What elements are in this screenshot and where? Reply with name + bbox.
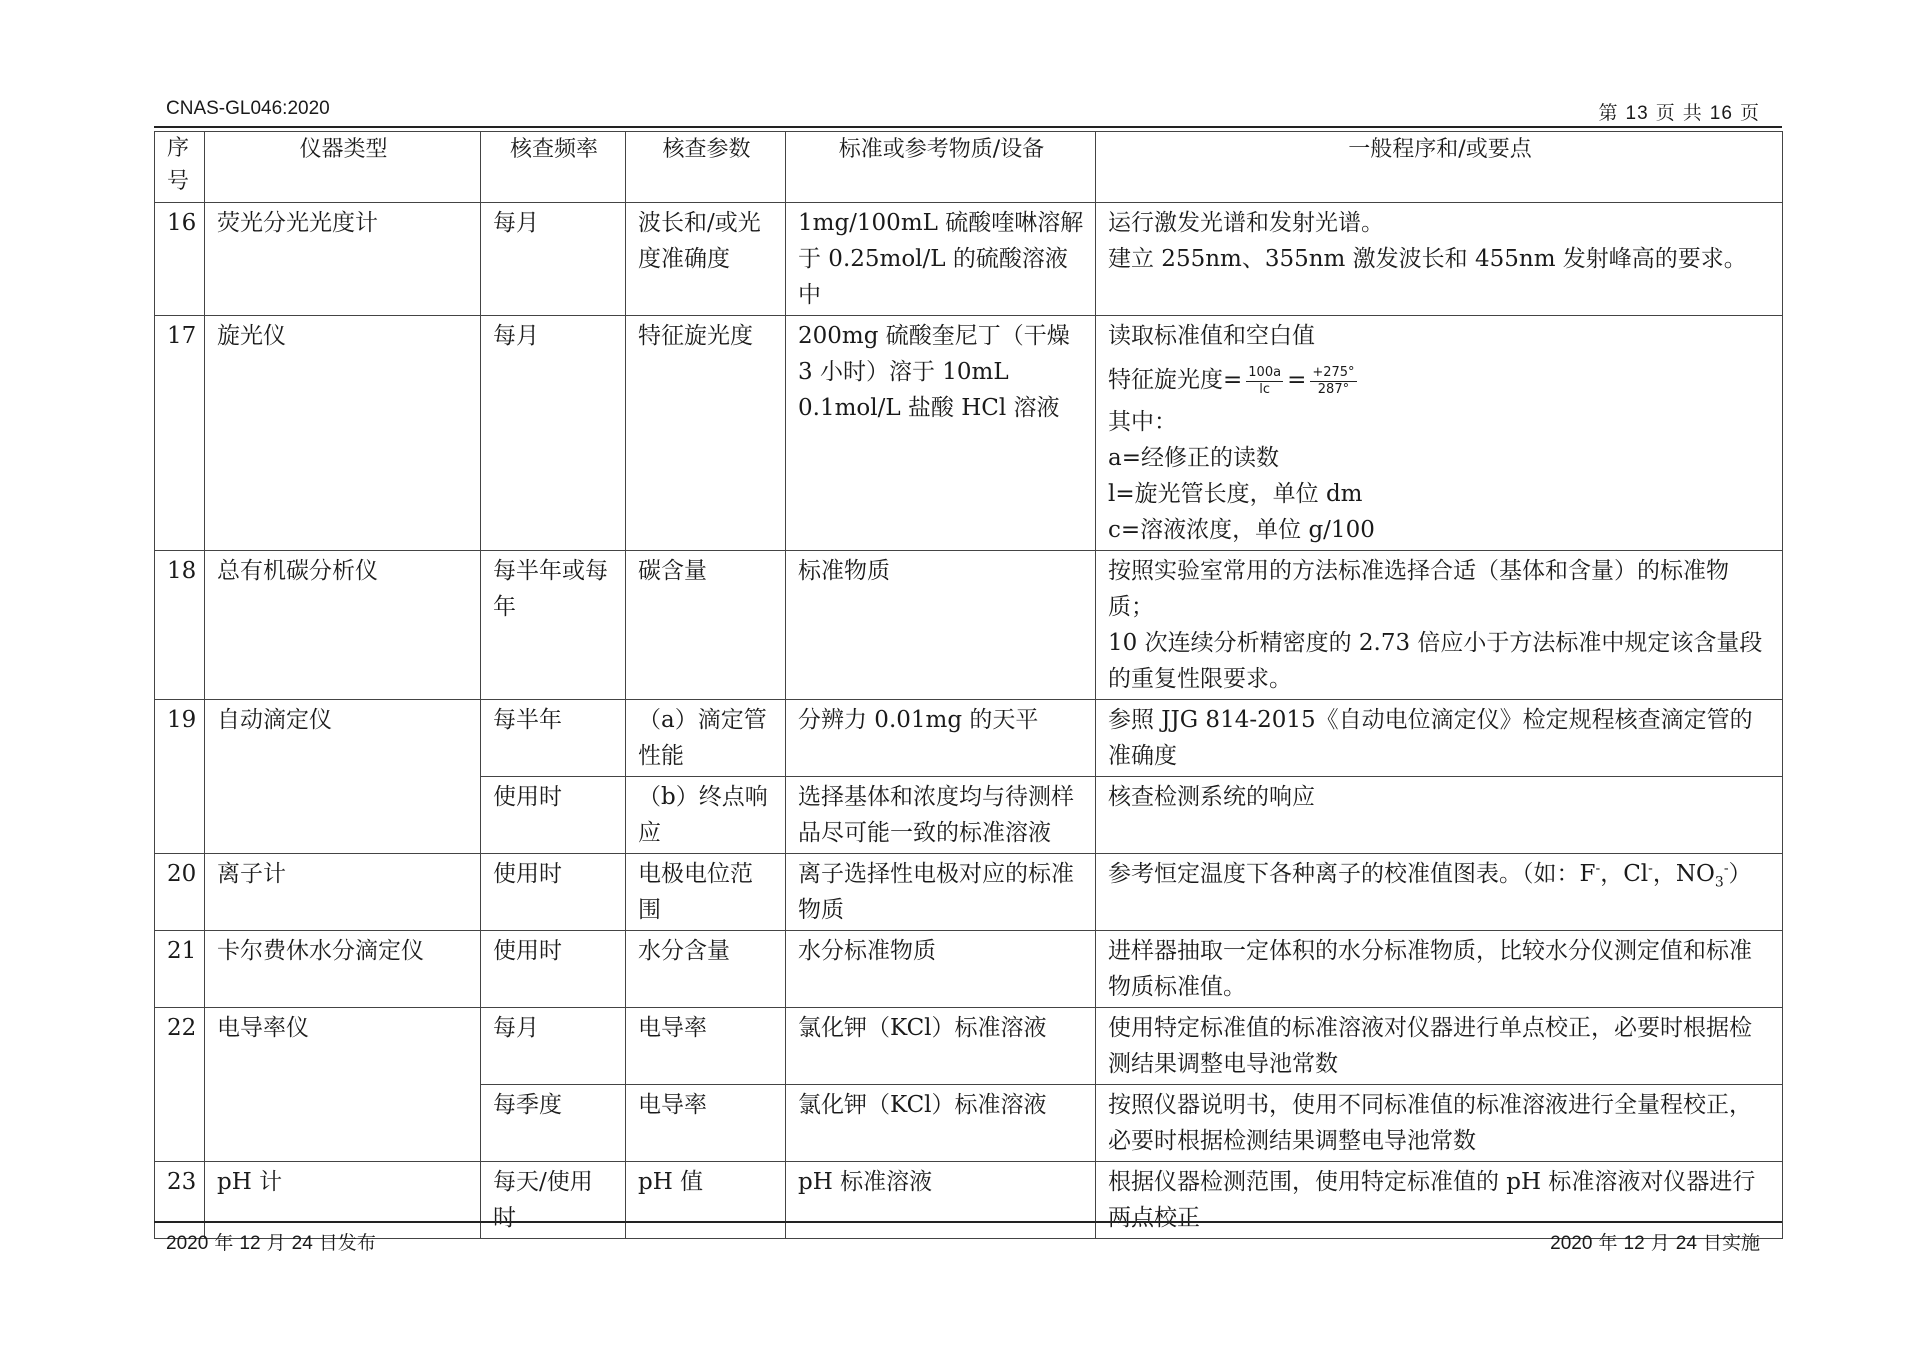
row-instrument: pH 计 (205, 1162, 481, 1239)
row-procedure: 按照实验室常用的方法标准选择合适（基体和含量）的标准物质； 10 次连续分析精密度的 2.73 倍应小于方法标准中规定该含量段的重复性限要求。 (1096, 551, 1783, 700)
row-procedure: 参照 JJG 814-2015《自动电位滴定仪》检定规程核查滴定管的准确度 (1096, 700, 1783, 777)
row-procedure: 根据仪器检测范围，使用特定标准值的 pH 标准溶液对仪器进行两点校正 (1096, 1162, 1783, 1239)
row-standard: 离子选择性电极对应的标准物质 (786, 854, 1096, 931)
row-instrument: 卡尔费休水分滴定仪 (205, 931, 481, 1008)
row-parameter: 波长和/或光度准确度 (626, 203, 786, 316)
row-parameter: 电极电位范围 (626, 854, 786, 931)
table-row (155, 1008, 1783, 1085)
col-header-instrument: 仪器类型 (205, 132, 481, 203)
optical-rotation-formula: 特征旋光度= $\frac{100a}{lc}$ = $\frac{+275^\circ}{287^\circ}$ (1108, 364, 1355, 397)
row-procedure: 读取标准值和空白值 特征旋光度= $\frac{100a}{lc}$ = $\frac{+275^\circ}{287^\circ}$ 其中： a=经修正的读数 l=旋光管长度，单位 dm c=溶液浓度，单位 g/100 (1096, 316, 1783, 551)
col-header-standard: 标准或参考物质/设备 (786, 132, 1096, 203)
row-instrument: 总有机碳分析仪 (205, 551, 481, 700)
row-seq: 19 (155, 700, 205, 854)
row-standard: 1mg/100mL 硫酸喹啉溶解于 0.25mol/L 的硫酸溶液中 (786, 203, 1096, 316)
table-row (155, 1162, 1783, 1239)
page-footer (166, 1228, 1760, 1254)
row-standard: 氯化钾（KCl）标准溶液 (786, 1008, 1096, 1085)
row-standard: 200mg 硫酸奎尼丁（干燥 3 小时）溶于 10mL 0.1mol/L 盐酸 HCl 溶液 (786, 316, 1096, 551)
table-row (155, 551, 1783, 700)
row-seq: 18 (155, 551, 205, 700)
row-frequency: 每天/使用时 (481, 1162, 626, 1239)
table-row (155, 316, 1783, 551)
row-frequency: 每半年或每年 (481, 551, 626, 700)
row-procedure: 核查检测系统的响应 (1096, 777, 1783, 854)
page-total: 16 (1709, 103, 1733, 124)
row-procedure: 按照仪器说明书，使用不同标准值的标准溶液进行全量程校正，必要时根据检测结果调整电导池常数 (1096, 1085, 1783, 1162)
col-header-procedure: 一般程序和/或要点 (1096, 132, 1783, 203)
table-row (155, 203, 1783, 316)
col-header-seq: 序号 (155, 132, 205, 203)
table-header-row (155, 132, 1783, 203)
row-seq: 21 (155, 931, 205, 1008)
implementation-date: 2020 年 12 月 24 日实施 (1550, 1232, 1760, 1254)
row-procedure: 使用特定标准值的标准溶液对仪器进行单点校正，必要时根据检测结果调整电导池常数 (1096, 1008, 1783, 1085)
row-seq: 20 (155, 854, 205, 931)
row-standard: pH 标准溶液 (786, 1162, 1096, 1239)
footer-rule (154, 1221, 1782, 1223)
row-procedure: 运行激发光谱和发射光谱。 建立 255nm、355nm 激发波长和 455nm 发射峰高的要求。 (1096, 203, 1783, 316)
col-header-frequency: 核查频率 (481, 132, 626, 203)
row-frequency: 每月 (481, 316, 626, 551)
row-seq: 16 (155, 203, 205, 316)
row-parameter: 碳含量 (626, 551, 786, 700)
row-procedure: 进样器抽取一定体积的水分标准物质，比较水分仪测定值和标准物质标准值。 (1096, 931, 1783, 1008)
row-parameter: 水分含量 (626, 931, 786, 1008)
page-current: 13 (1625, 103, 1649, 124)
row-frequency: 每半年 (481, 700, 626, 777)
row-instrument: 离子计 (205, 854, 481, 931)
col-header-parameter: 核查参数 (626, 132, 786, 203)
row-standard: 水分标准物质 (786, 931, 1096, 1008)
row-standard: 选择基体和浓度均与待测样品尽可能一致的标准溶液 (786, 777, 1096, 854)
doc-code: CNAS-GL046:2020 (166, 98, 330, 119)
row-standard: 标准物质 (786, 551, 1096, 700)
formula-fraction-2: $\frac{+275^\circ}{287^\circ}$ (1312, 364, 1355, 397)
row-frequency: 使用时 (481, 777, 626, 854)
row-frequency: 每季度 (481, 1085, 626, 1162)
page-header (166, 96, 1760, 124)
row-instrument: 电导率仪 (205, 1008, 481, 1162)
row-instrument: 自动滴定仪 (205, 700, 481, 854)
row-instrument: 荧光分光光度计 (205, 203, 481, 316)
issue-date: 2020 年 12 月 24 日发布 (166, 1232, 376, 1254)
header-rule (154, 126, 1782, 128)
instrument-check-table (154, 131, 1783, 1239)
row-frequency: 使用时 (481, 931, 626, 1008)
table-row (155, 854, 1783, 931)
row-seq: 22 (155, 1008, 205, 1162)
row-parameter: 特征旋光度 (626, 316, 786, 551)
table-row (155, 931, 1783, 1008)
row-seq: 23 (155, 1162, 205, 1239)
page-number: 第 13 页 共 16 页 (1598, 102, 1760, 124)
row-frequency: 使用时 (481, 854, 626, 931)
row-parameter: pH 值 (626, 1162, 786, 1239)
formula-fraction-1: $\frac{100a}{lc}$ (1248, 364, 1282, 397)
row-standard: 氯化钾（KCl）标准溶液 (786, 1085, 1096, 1162)
row-parameter: 电导率 (626, 1085, 786, 1162)
row-parameter: （a）滴定管性能 (626, 700, 786, 777)
row-instrument: 旋光仪 (205, 316, 481, 551)
row-frequency: 每月 (481, 203, 626, 316)
row-procedure: 参考恒定温度下各种离子的校准值图表。（如：F-，Cl-，$NO_3^-$） (1096, 854, 1783, 931)
row-parameter: （b）终点响应 (626, 777, 786, 854)
table-row (155, 700, 1783, 777)
row-frequency: 每月 (481, 1008, 626, 1085)
row-seq: 17 (155, 316, 205, 551)
row-parameter: 电导率 (626, 1008, 786, 1085)
row-standard: 分辨力 0.01mg 的天平 (786, 700, 1096, 777)
